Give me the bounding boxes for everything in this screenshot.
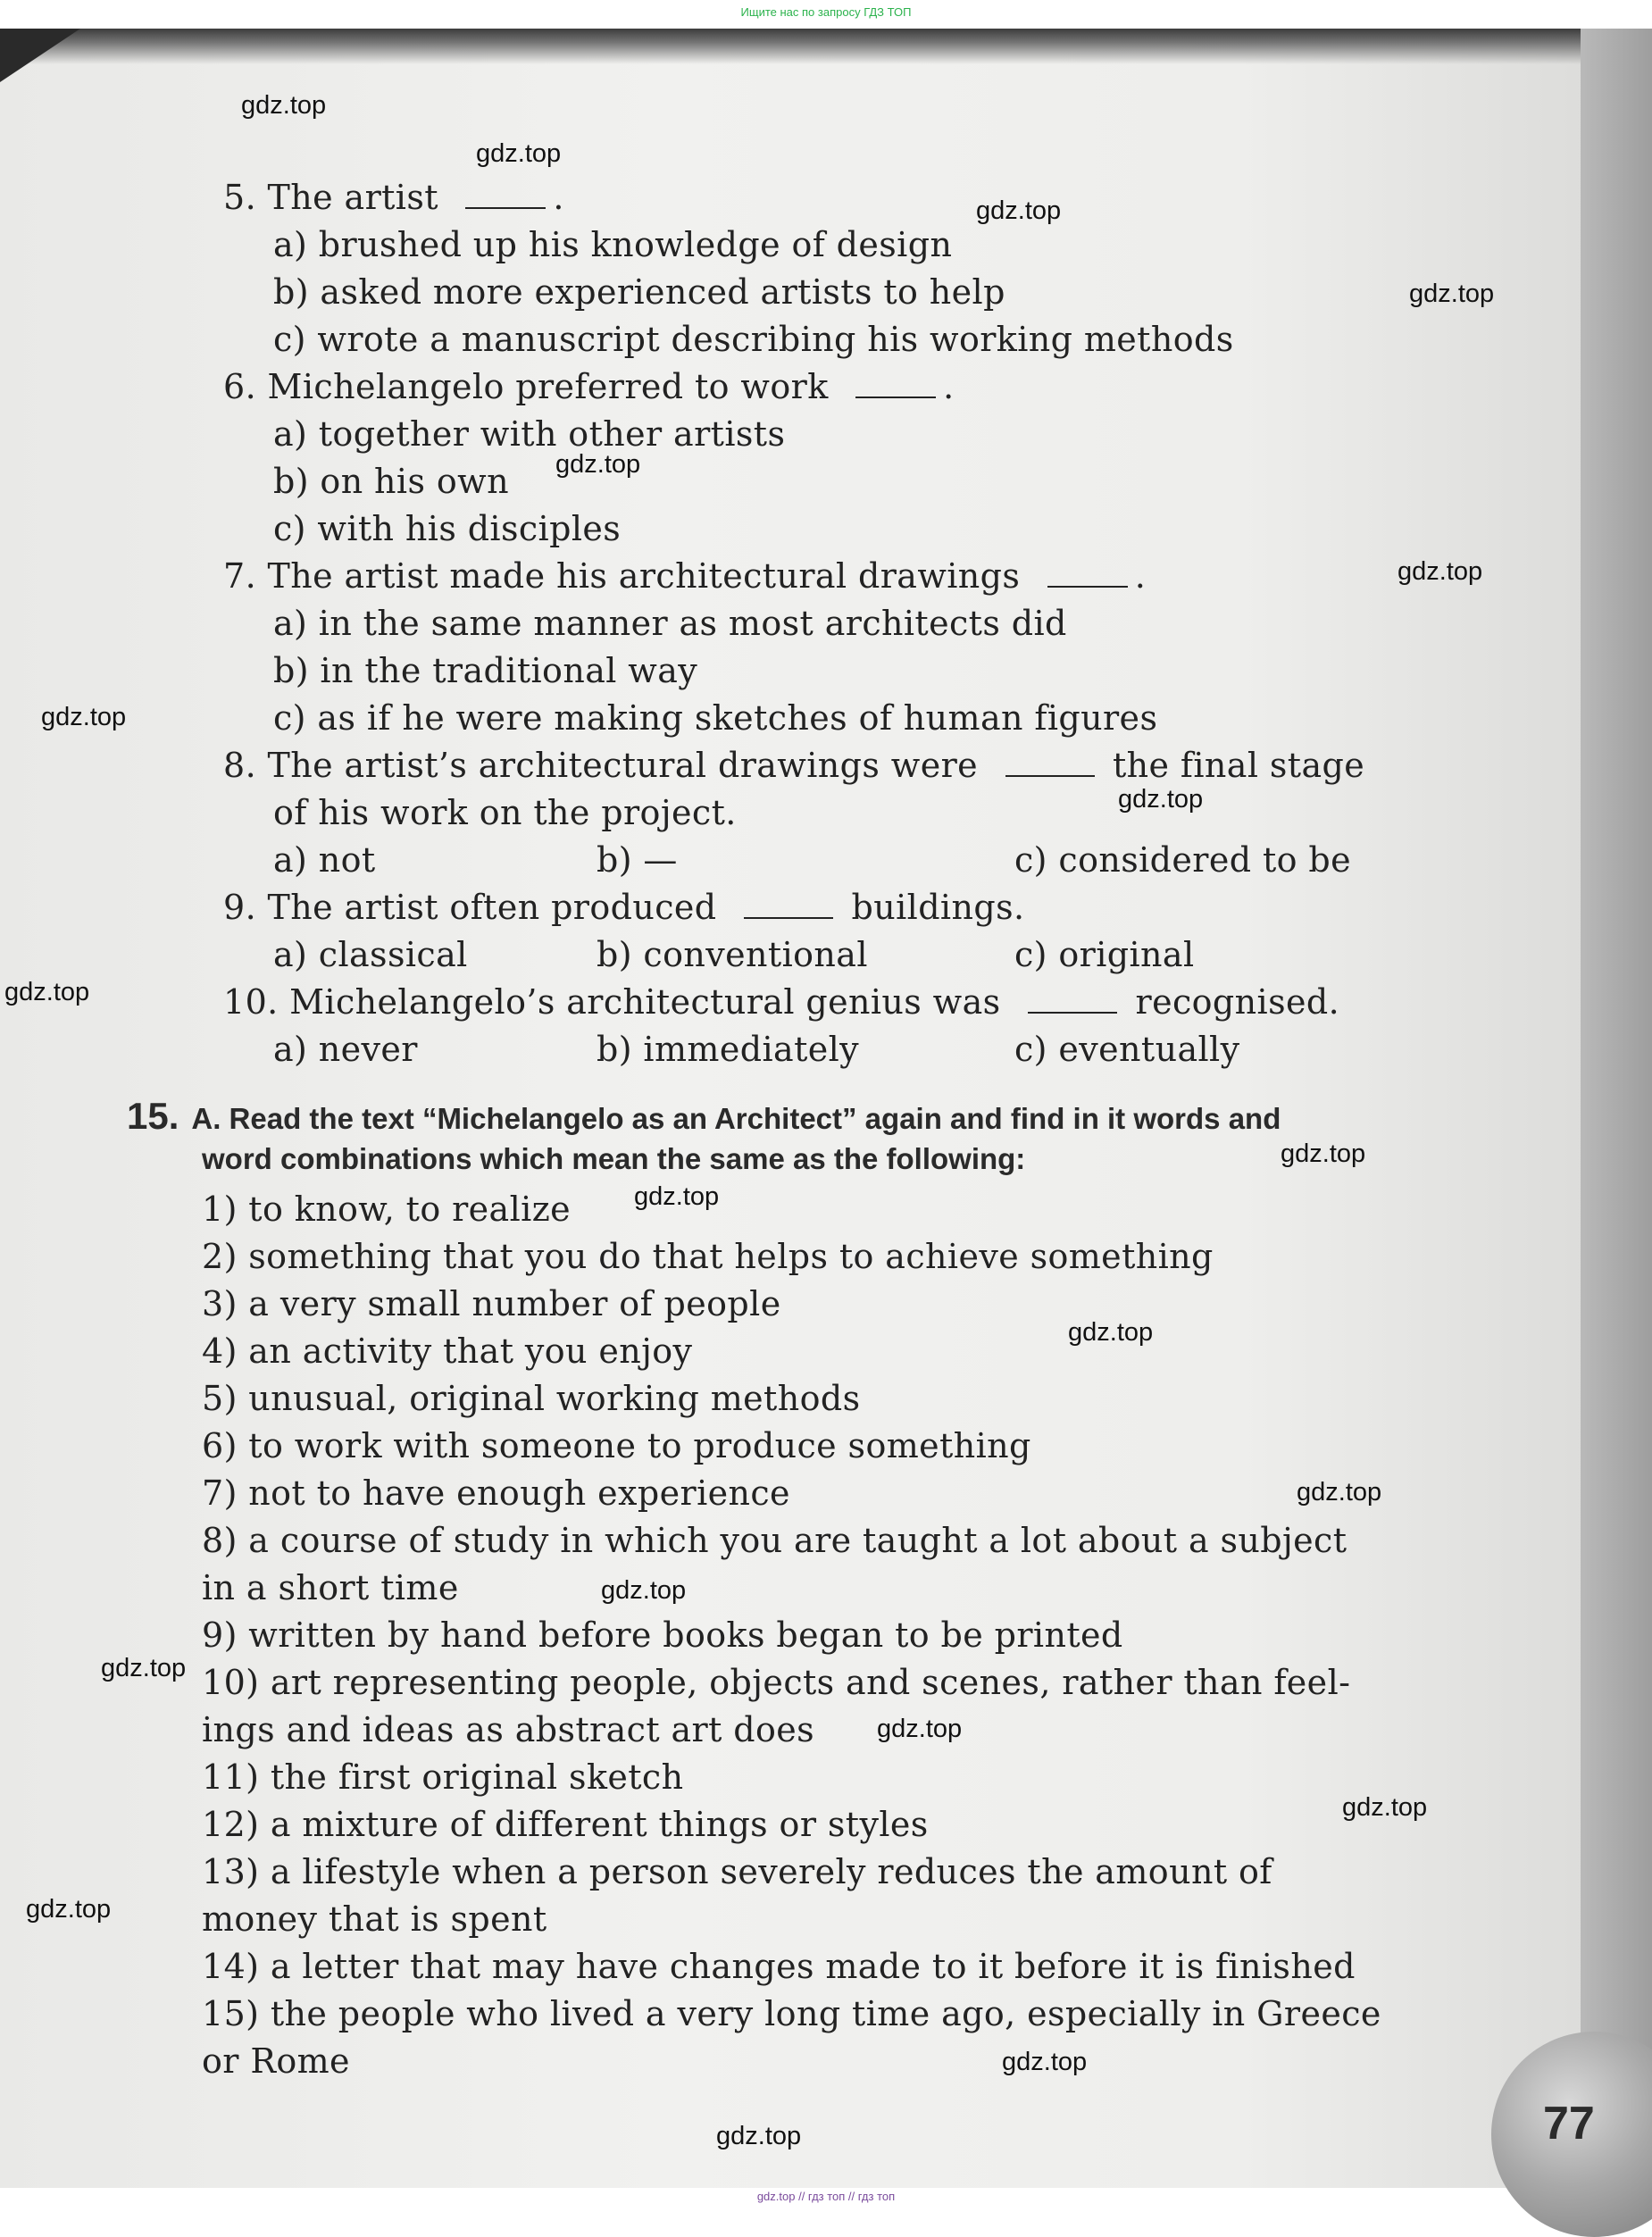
watermark: gdz.top bbox=[716, 2122, 802, 2150]
watermark: gdz.top bbox=[476, 139, 562, 168]
question-10-option-a: a) never bbox=[273, 1030, 418, 1069]
page-number: 77 bbox=[1543, 2098, 1595, 2149]
task-15-item: 9) written by hand before books began to be printed bbox=[202, 1615, 1123, 1655]
task-15-item: 6) to work with someone to produce something bbox=[202, 1426, 1031, 1465]
watermark: gdz.top bbox=[241, 91, 327, 120]
task-15-item-cont: money that is spent bbox=[202, 1899, 547, 1939]
watermark: gdz.top bbox=[601, 1576, 687, 1605]
task-15-item: 12) a mixture of different things or styles bbox=[202, 1805, 929, 1844]
question-8-stem-text: 8. The artist’s architectural drawings were bbox=[223, 746, 989, 785]
watermark: gdz.top bbox=[1118, 785, 1204, 814]
question-7-option-c: c) as if he were making sketches of human figures bbox=[273, 698, 1158, 738]
task-15-item: 7) not to have enough experience bbox=[202, 1473, 790, 1513]
task-15-heading-line1 bbox=[127, 1097, 1281, 1139]
watermark: gdz.top bbox=[1068, 1318, 1154, 1347]
watermark: gdz.top bbox=[1398, 557, 1483, 586]
answer-blank bbox=[465, 180, 546, 209]
watermark: gdz.top bbox=[634, 1182, 720, 1211]
watermark: gdz.top bbox=[1297, 1478, 1382, 1507]
page-top-edge bbox=[0, 29, 1581, 64]
question-5-stem-end: . bbox=[553, 178, 564, 217]
question-7-option-a: a) in the same manner as most architects did bbox=[273, 604, 1067, 643]
question-7-stem bbox=[223, 554, 1146, 598]
question-5-stem-text: 5. The artist bbox=[223, 178, 450, 217]
watermark: gdz.top bbox=[1281, 1139, 1366, 1168]
task-15-item: 10) art representing people, objects and scenes, rather than feel- bbox=[202, 1663, 1351, 1702]
question-5-option-a: a) brushed up his knowledge of design bbox=[273, 225, 953, 264]
question-8-stem-cont: of his work on the project. bbox=[273, 793, 737, 832]
answer-blank bbox=[1005, 748, 1095, 777]
question-9-option-b: b) conventional bbox=[597, 935, 868, 974]
question-5-stem bbox=[223, 175, 564, 220]
task-15-item: 4) an activity that you enjoy bbox=[202, 1331, 693, 1371]
watermark: gdz.top bbox=[1002, 2048, 1088, 2076]
watermark: gdz.top bbox=[41, 703, 127, 731]
watermark: gdz.top bbox=[101, 1654, 187, 1682]
task-15-item: 14) a letter that may have changes made to it before it is finished bbox=[202, 1947, 1356, 1986]
question-7-stem-end: . bbox=[1134, 556, 1147, 596]
question-5-option-c: c) wrote a manuscript describing his working methods bbox=[273, 320, 1234, 359]
answer-blank bbox=[744, 890, 833, 919]
task-15-item: 5) unusual, original working methods bbox=[202, 1379, 861, 1418]
task-15-item: 3) a very small number of people bbox=[202, 1284, 781, 1323]
answer-blank bbox=[855, 370, 936, 398]
answer-blank bbox=[1047, 559, 1128, 588]
watermark: gdz.top bbox=[26, 1895, 112, 1924]
question-10-option-c: c) eventually bbox=[1014, 1030, 1240, 1069]
watermark: gdz.top bbox=[4, 978, 90, 1006]
page-edge-shadow bbox=[1581, 29, 1652, 2188]
question-9-stem-text: 9. The artist often produced bbox=[223, 888, 729, 927]
watermark: gdz.top bbox=[555, 450, 641, 479]
task-15-item-cont: or Rome bbox=[202, 2041, 350, 2081]
question-9-stem bbox=[223, 885, 1024, 930]
task-15-number: 15. bbox=[127, 1095, 179, 1137]
question-10-stem-text: 10. Michelangelo’s architectural genius was bbox=[223, 982, 1013, 1022]
question-8-stem-end: the final stage bbox=[1101, 746, 1365, 785]
task-15-item: 1) to know, to realize bbox=[202, 1189, 572, 1229]
task-15-item-cont: in a short time bbox=[202, 1568, 459, 1607]
question-7-stem-text: 7. The artist made his architectural drawings bbox=[223, 556, 1031, 596]
task-15-item: 15) the people who lived a very long time ago, especially in Greece bbox=[202, 1994, 1381, 2033]
task-15-heading-text: A. Read the text “Michelangelo as an Architect” again and find in it words and bbox=[191, 1102, 1281, 1135]
watermark: gdz.top bbox=[1409, 280, 1495, 308]
question-7-option-b: b) in the traditional way bbox=[273, 651, 698, 690]
question-6-stem-text: 6. Michelangelo preferred to work bbox=[223, 367, 840, 406]
task-15-item-cont: ings and ideas as abstract art does bbox=[202, 1710, 815, 1749]
watermark: gdz.top bbox=[976, 196, 1062, 225]
question-6-option-c: c) with his disciples bbox=[273, 509, 622, 548]
task-15-item: 8) a course of study in which you are taught a lot about a subject bbox=[202, 1521, 1347, 1560]
task-15-item: 11) the first original sketch bbox=[202, 1757, 684, 1797]
watermark: gdz.top bbox=[877, 1715, 963, 1743]
top-banner[interactable]: Ищите нас по запросу ГДЗ ТОП bbox=[740, 5, 912, 19]
question-6-option-a: a) together with other artists bbox=[273, 414, 786, 454]
task-15-item: 13) a lifestyle when a person severely reduces the amount of bbox=[202, 1852, 1272, 1891]
question-9-option-c: c) original bbox=[1014, 935, 1195, 974]
question-5-option-b: b) asked more experienced artists to help bbox=[273, 272, 1005, 312]
question-10-stem bbox=[223, 980, 1339, 1024]
bottom-banner[interactable]: gdz.top // гдз топ // гдз топ bbox=[756, 2190, 896, 2203]
watermark: gdz.top bbox=[1342, 1793, 1428, 1822]
question-10-stem-end: recognised. bbox=[1124, 982, 1340, 1022]
question-6-option-b: b) on his own bbox=[273, 462, 509, 501]
question-9-stem-end: buildings. bbox=[840, 888, 1025, 927]
question-9-option-a: a) classical bbox=[273, 935, 468, 974]
question-8-option-a: a) not bbox=[273, 840, 376, 880]
question-8-option-b: b) — bbox=[597, 840, 678, 880]
task-15-heading-line2: word combinations which mean the same as the following: bbox=[202, 1142, 1026, 1175]
question-10-option-b: b) immediately bbox=[597, 1030, 860, 1069]
page-corner bbox=[0, 29, 80, 82]
question-8-stem bbox=[223, 743, 1364, 788]
question-8-option-c: c) considered to be bbox=[1014, 840, 1351, 880]
question-6-stem-end: . bbox=[943, 367, 955, 406]
question-6-stem bbox=[223, 364, 955, 409]
task-15-item: 2) something that you do that helps to achieve something bbox=[202, 1237, 1214, 1276]
answer-blank bbox=[1028, 985, 1117, 1014]
